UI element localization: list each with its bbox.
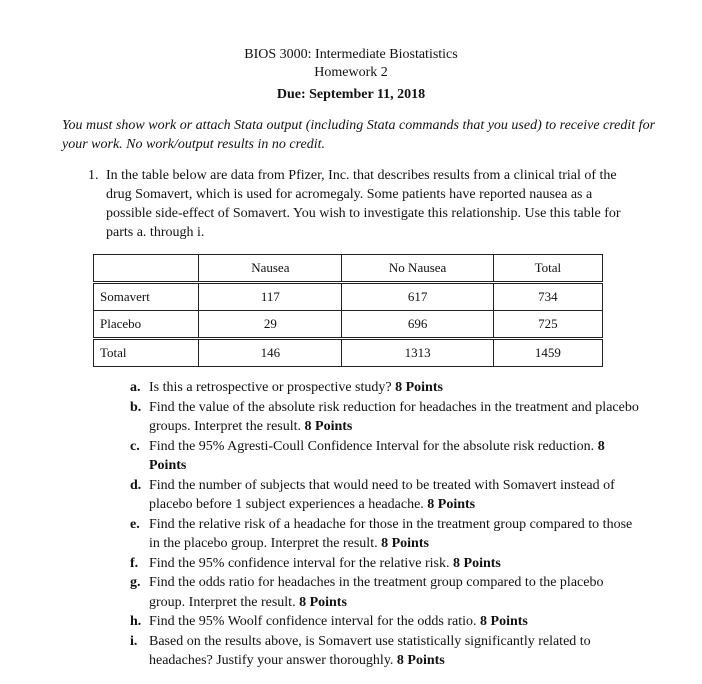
part-d <box>130 476 640 515</box>
part-points: 8 Points <box>149 438 605 473</box>
part-text: Based on the results above, is Somavert use statistically significantly related to headaches? Justify your answer thoroughly. <box>149 633 591 668</box>
table-header-cell <box>94 255 199 283</box>
question-number: 1. <box>88 168 99 183</box>
part-letter: a. <box>130 380 141 395</box>
part-points: 8 Points <box>427 497 476 512</box>
table-row-label: Somavert <box>94 283 199 311</box>
question-parts <box>130 378 640 671</box>
table-row <box>94 311 603 339</box>
part-text: Find the number of subjects that would need to be treated with Somavert instead of placebo before 1 subject experiences a headache. <box>149 477 615 512</box>
table-cell: 696 <box>342 311 493 339</box>
part-letter: g. <box>130 575 141 590</box>
assignment-title: Homework 2 <box>314 65 388 80</box>
table-cell: 29 <box>199 311 342 339</box>
table-cell: 734 <box>493 283 602 311</box>
table-cell: 146 <box>199 339 342 367</box>
part-text: Find the odds ratio for headaches in the treatment group compared to the placebo group. Interpret the result. <box>149 575 604 610</box>
table-row <box>94 283 603 311</box>
part-h <box>130 612 640 632</box>
part-points: 8 Points <box>304 419 353 434</box>
document-header <box>0 46 702 104</box>
instructions: You must show work or attach Stata output (including Stata commands that you used) to receive credit for your work. No work/output results in no credit. <box>62 118 656 152</box>
part-b <box>130 398 640 437</box>
part-e <box>130 515 640 554</box>
part-a <box>130 378 640 398</box>
part-letter: c. <box>130 438 140 454</box>
table-header-row <box>94 255 603 283</box>
table-cell: 1313 <box>342 339 493 367</box>
part-points: 8 Points <box>395 380 443 395</box>
question-text: In the table below are data from Pfizer, Inc. that describes results from a clinical trial of the drug Somavert, which is used for acromegaly. Some patients have reported nausea as a possible side-effect of Somavert. You wish to investigate this relationship. Use this table for parts a. through i. <box>106 168 621 240</box>
table-cell: 725 <box>493 311 602 339</box>
due-date: Due: September 11, 2018 <box>276 87 426 102</box>
part-letter: h. <box>130 614 142 629</box>
part-g <box>130 573 640 612</box>
part-points: 8 Points <box>381 536 429 551</box>
data-table <box>93 254 603 367</box>
part-c <box>130 437 640 476</box>
part-text: Find the 95% Agresti-Coull Confidence Interval for the absolute risk reduction. <box>149 438 595 454</box>
table-header-cell: No Nausea <box>342 255 493 283</box>
part-f <box>130 554 640 574</box>
part-letter: f. <box>130 555 139 571</box>
part-letter: i. <box>130 633 138 649</box>
part-letter: e. <box>130 516 140 532</box>
table-cell: 1459 <box>493 339 602 367</box>
table-cell: 617 <box>342 283 493 311</box>
part-points: 8 Points <box>396 653 445 668</box>
part-text: Find the relative risk of a headache for those in the treatment group compared to those in the placebo group. Interpret the result. <box>149 516 633 551</box>
part-points: 8 Points <box>299 594 347 610</box>
part-points: 8 Points <box>453 555 501 571</box>
table-row-label: Total <box>94 339 199 367</box>
part-letter: b. <box>130 399 142 415</box>
part-text: Find the 95% Woolf confidence interval for the odds ratio. <box>149 614 477 629</box>
part-text: Find the value of the absolute risk reduction for headaches in the treatment and placebo groups. Interpret the result. <box>149 399 639 434</box>
table-header-cell: Total <box>493 255 602 283</box>
table-header-cell: Nausea <box>199 255 342 283</box>
part-letter: d. <box>130 477 142 493</box>
course-title: BIOS 3000: Intermediate Biostatistics <box>244 47 458 62</box>
part-text: Is this a retrospective or prospective study? <box>149 380 392 395</box>
table-total-row <box>94 339 603 367</box>
part-points: 8 Points <box>480 614 528 629</box>
part-text: Find the 95% confidence interval for the relative risk. <box>149 555 450 571</box>
table-cell: 117 <box>199 283 342 311</box>
table-row-label: Placebo <box>94 311 199 339</box>
part-i <box>130 632 640 671</box>
